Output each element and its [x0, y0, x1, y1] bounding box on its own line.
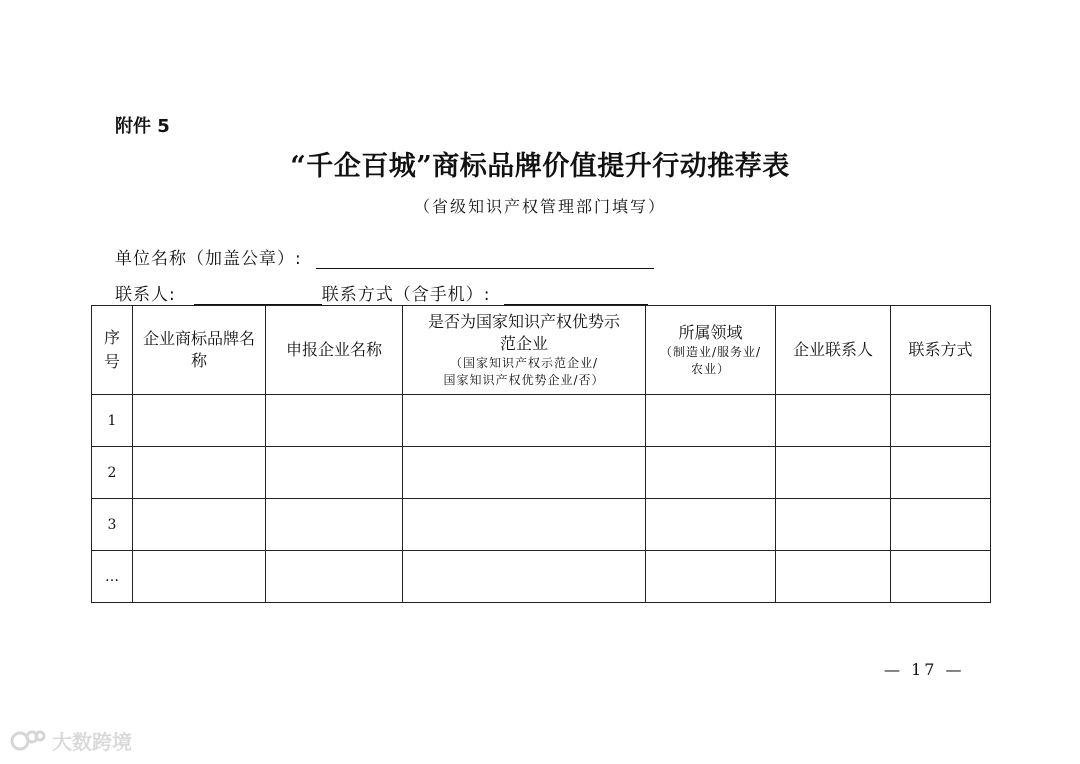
unit-name-row [115, 244, 654, 269]
table-row [92, 395, 991, 447]
row-seq: 3 [92, 499, 133, 551]
cell-contact-method[interactable] [891, 395, 991, 447]
header-company-name: 申报企业名称 [266, 306, 403, 395]
cell-contact-method[interactable] [891, 499, 991, 551]
cell-company-contact[interactable] [776, 499, 891, 551]
cell-company-name[interactable] [266, 395, 403, 447]
row-seq: 1 [92, 395, 133, 447]
cell-company-name[interactable] [266, 447, 403, 499]
table-row [92, 551, 991, 603]
table-header-row [92, 306, 991, 395]
sector-note: （制造业/服务业/农业） [659, 345, 762, 376]
cell-sector[interactable] [646, 499, 776, 551]
contact-person-label: 联系人: [115, 285, 176, 305]
cell-ip-enterprise[interactable] [403, 499, 646, 551]
cell-sector[interactable] [646, 447, 776, 499]
contact-person-blank[interactable] [194, 284, 322, 305]
cell-contact-method[interactable] [891, 551, 991, 603]
ip-enterprise-note-1: （国家知识产权示范企业/ [449, 356, 599, 370]
cell-sector[interactable] [646, 395, 776, 447]
recommendation-table [91, 305, 991, 603]
cell-brand-name[interactable] [133, 395, 266, 447]
row-seq: … [92, 551, 133, 603]
table-row [92, 499, 991, 551]
header-brand-name: 企业商标品牌名称 [133, 306, 266, 395]
cell-company-name[interactable] [266, 499, 403, 551]
cell-brand-name[interactable] [133, 499, 266, 551]
cell-sector[interactable] [646, 551, 776, 603]
cell-brand-name[interactable] [133, 551, 266, 603]
attachment-label: 附件 5 [115, 116, 170, 137]
unit-name-label: 单位名称（加盖公章）: [115, 249, 302, 269]
header-contact-method: 联系方式 [891, 306, 991, 395]
page-subtitle: （省级知识产权管理部门填写） [413, 197, 666, 216]
brand-logo-icon [10, 727, 46, 755]
contact-method-blank[interactable] [504, 284, 648, 305]
cell-ip-enterprise[interactable] [403, 551, 646, 603]
cell-company-contact[interactable] [776, 551, 891, 603]
watermark-text: 大数跨境 [52, 730, 132, 754]
header-seq: 序号 [92, 306, 133, 395]
header-ip-enterprise: 是否为国家知识产权优势示范企业 （国家知识产权示范企业/ 国家知识产权优势企业/否） [403, 306, 646, 395]
cell-company-contact[interactable] [776, 447, 891, 499]
cell-brand-name[interactable] [133, 447, 266, 499]
cell-ip-enterprise[interactable] [403, 447, 646, 499]
cell-company-name[interactable] [266, 551, 403, 603]
table-row [92, 447, 991, 499]
contact-method-label: 联系方式（含手机）: [321, 285, 491, 305]
header-company-contact: 企业联系人 [776, 306, 891, 395]
cell-contact-method[interactable] [891, 447, 991, 499]
cell-ip-enterprise[interactable] [403, 395, 646, 447]
page-title: “千企百城”商标品牌价值提升行动推荐表 [290, 151, 790, 182]
contact-row [115, 280, 648, 305]
unit-name-blank[interactable] [316, 248, 654, 269]
watermark [10, 726, 132, 755]
ip-enterprise-note-2: 国家知识产权优势企业/否） [443, 373, 605, 387]
row-seq: 2 [92, 447, 133, 499]
header-sector: 所属领域 （制造业/服务业/农业） [646, 306, 776, 395]
cell-company-contact[interactable] [776, 395, 891, 447]
page-number: — 17 — [884, 660, 965, 679]
